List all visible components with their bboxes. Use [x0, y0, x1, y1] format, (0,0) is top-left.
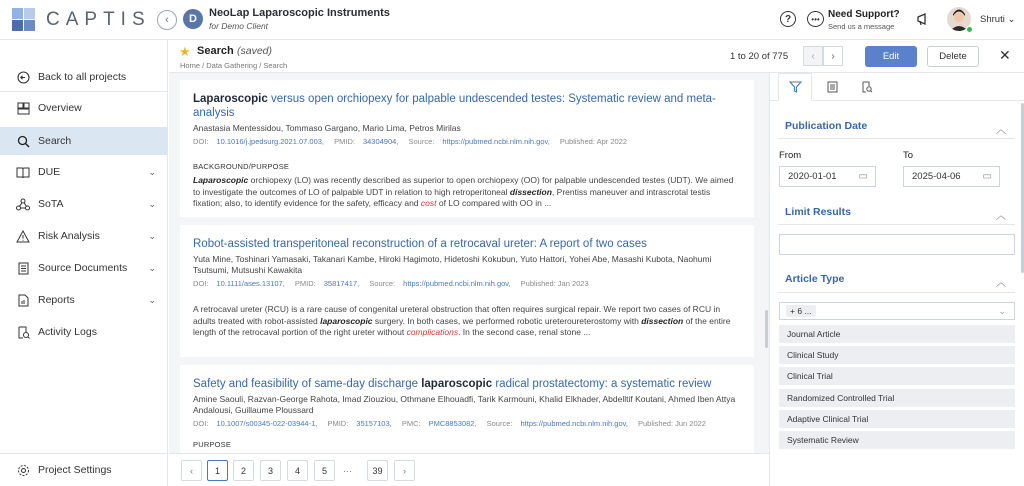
project-settings-label: Project Settings [38, 464, 112, 476]
chevron-up-icon[interactable]: ︿ [996, 211, 1006, 222]
sidebar-item-label: DUE [38, 166, 61, 178]
pmc-link[interactable]: PMC8853082, [428, 419, 477, 428]
calendar-icon[interactable]: ▭ [858, 171, 868, 182]
doi-label: DOI: [193, 279, 209, 288]
sidebar-item-label: Reports [38, 294, 75, 306]
page-button-1[interactable]: 1 [207, 460, 228, 481]
collapse-sidebar-button[interactable] [157, 10, 177, 30]
abstract-text: orchiopexy (LO) was recently described as superior to open orchiopexy (OO) for palpable undescended testes (UDT). We aimed to investigate the outcomes of LO of palpable UDT in relation to high retroperitoneal [193, 175, 734, 197]
support-subtitle[interactable]: Send us a message [828, 22, 895, 31]
published-date: Published: Jun 2022 [638, 419, 706, 428]
section-divider [778, 292, 1015, 293]
sidebar-divider [0, 91, 168, 92]
abstract-text: . In the second case, renal stone ... [458, 327, 591, 337]
result-meta [193, 137, 741, 146]
user-menu[interactable] [980, 14, 1015, 25]
title-text: radical prostatectomy: a systematic review [492, 378, 712, 390]
tab-saved-search[interactable] [850, 73, 884, 101]
chevron-down-icon: ⌄ [148, 166, 156, 177]
result-card[interactable] [180, 80, 754, 217]
pmid-label: PMID: [334, 137, 355, 146]
doi-label: DOI: [193, 419, 209, 428]
sidebar-item-label: Source Documents [38, 262, 128, 274]
pmid-link[interactable]: 35157103, [356, 419, 392, 428]
page-button-5[interactable]: 5 [314, 460, 335, 481]
chevron-up-icon[interactable]: ︿ [996, 125, 1006, 136]
source-label: Source: [486, 419, 513, 428]
title-highlight: laparoscopic [421, 378, 493, 390]
next-page-button[interactable] [823, 46, 843, 66]
highlight-term: dissection [509, 186, 552, 197]
chevron-down-icon: ⌄ [148, 294, 156, 305]
pmid-label: PMID: [327, 419, 349, 428]
overview-icon [16, 101, 30, 115]
document-search-icon [861, 81, 873, 93]
pmid-link[interactable]: 35817417, [323, 279, 360, 288]
chevron-down-icon: ⌄ [1007, 14, 1016, 25]
sidebar-item-overview[interactable] [0, 94, 168, 122]
pmid-link[interactable]: 34304904, [362, 137, 399, 146]
chevron-down-icon: ⌄ [148, 262, 156, 273]
chevron-left-icon: ‹ [165, 14, 169, 26]
chat-support-icon[interactable]: ••• [807, 11, 824, 27]
results-scrollbar[interactable] [765, 310, 768, 348]
abstract-text: A retrocaval ureter (RCU) is a rare cause of congenital ureteral obstruction that often requires surgical repair. We report two cases of RCU in adults treated with robot-assisted [193, 304, 721, 326]
highlight-term: cost [420, 198, 437, 208]
chevron-right-icon: › [831, 50, 835, 62]
result-authors: Amine Saouli, Razvan-George Rahota, Imad Ziouziou, Othmane Elhouadfi, Tarik Karmouni, Khalid Elkhader, Abdelltif Koutani, Ahmed Iben Attya Andalousi, Guillaume Ploussard [193, 394, 736, 415]
back-label: Back to all projects [38, 71, 127, 83]
warning-icon [16, 229, 30, 243]
chevron-left-icon: ‹ [811, 50, 815, 62]
chevron-left-icon: ‹ [190, 465, 193, 476]
gear-icon [16, 463, 30, 477]
results-list [169, 73, 769, 453]
project-avatar[interactable]: D [183, 9, 203, 29]
result-meta [193, 279, 741, 288]
abstract-text: , Prentiss maneuver and intrascrotal testis fixation; also, to identify evidence for the safety, efficacy and [193, 186, 711, 208]
to-date-input[interactable] [903, 166, 1000, 187]
article-type-title[interactable]: Article Type [785, 273, 845, 285]
megaphone-icon[interactable] [916, 12, 930, 26]
network-icon [16, 197, 30, 211]
close-icon[interactable]: ✕ [999, 47, 1011, 63]
source-link[interactable]: https://pubmed.ncbi.nlm.nih.gov, [520, 419, 628, 428]
publication-date-title[interactable]: Publication Date [785, 120, 868, 132]
abstract-section-label: PURPOSE [193, 440, 232, 449]
tab-details[interactable] [815, 73, 849, 101]
article-type-option[interactable]: Journal Article [779, 325, 1015, 343]
support-title[interactable]: Need Support? [828, 9, 900, 20]
article-type-option[interactable]: Randomized Controlled Trial [779, 389, 1015, 407]
article-type-option[interactable]: Clinical Study [779, 346, 1015, 364]
list-document-icon [827, 81, 838, 93]
chevron-up-icon[interactable]: ︿ [996, 278, 1006, 289]
previous-page-button[interactable] [803, 46, 823, 66]
doi-label: DOI: [193, 137, 209, 146]
highlight-term: complications [406, 327, 459, 337]
project-name[interactable]: NeoLap Laparoscopic Instruments [209, 7, 390, 19]
source-label: Source: [369, 279, 396, 288]
arrow-left-circle-icon [16, 70, 30, 84]
back-to-projects-link[interactable] [0, 64, 168, 90]
pmid-label: PMID: [294, 279, 316, 288]
delete-button[interactable]: Delete [927, 46, 979, 67]
saved-status: (saved) [237, 45, 273, 57]
page-button-4[interactable]: 4 [287, 460, 308, 481]
highlight-term: dissection [641, 315, 684, 326]
project-settings-link[interactable] [0, 456, 168, 484]
result-meta [193, 419, 741, 428]
search-icon [16, 134, 30, 148]
previous-page-button[interactable] [181, 460, 202, 481]
sidebar-item-activity-logs[interactable] [0, 318, 168, 346]
title-text: versus open orchiopexy for palpable undescended testes: Systematic review and meta-analysis [193, 93, 716, 119]
result-card[interactable] [180, 225, 754, 357]
abstract-text: of the entire length of the retrocaval portion of the right ureter without [193, 315, 731, 337]
activity-log-icon [16, 325, 30, 339]
doi-link[interactable]: 10.1007/s00345-022-03944-1, [216, 419, 318, 428]
page-button-last[interactable]: 39 [367, 460, 388, 481]
sidebar-item-label: Risk Analysis [38, 230, 100, 242]
article-type-option[interactable]: Adaptive Clinical Trial [779, 410, 1015, 428]
to-label: To [903, 150, 914, 161]
from-date-input[interactable] [779, 166, 876, 187]
chevron-down-icon: ⌄ [148, 230, 156, 241]
document-icon [16, 261, 30, 275]
result-title[interactable] [193, 92, 741, 120]
filter-icon [789, 81, 802, 93]
sidebar-item-due[interactable] [0, 158, 168, 186]
section-divider [778, 224, 1015, 225]
result-card[interactable] [180, 365, 754, 453]
result-title[interactable] [193, 377, 741, 391]
published-date: Published: Apr 2022 [559, 137, 628, 146]
calendar-icon[interactable]: ▭ [982, 171, 992, 182]
sidebar [0, 40, 168, 486]
breadcrumb[interactable]: Home / Data Gathering / Search [180, 61, 288, 70]
limit-results-input[interactable] [779, 234, 1015, 255]
source-label: Source: [408, 137, 435, 146]
sidebar-item-sota[interactable] [0, 190, 168, 218]
logo-text: CAPTIS [46, 9, 151, 30]
filter-panel [769, 73, 1024, 486]
published-date: Published: Jan 2023 [520, 279, 589, 288]
from-date-value: 2020-01-01 [788, 171, 837, 182]
chevron-right-icon: › [403, 465, 406, 476]
chevron-down-icon[interactable]: ⌄ [998, 306, 1006, 316]
from-label: From [779, 150, 802, 161]
highlight-term: Laparoscopic [193, 175, 249, 185]
logo-mark-icon [12, 8, 36, 32]
user-name: Shruti [980, 14, 1005, 25]
result-authors: Yuta Mine, Toshinari Yamasaki, Takanari Kambe, Hiroki Hagimoto, Hidetoshi Kokubun, Yuto Hattori, Yohei Abe, Masashi Kubota, Naohumi Tsutsumi, Mutsushi Kawakita [193, 254, 712, 275]
results-range: 1 to 20 of 775 [730, 51, 789, 62]
page-button-2[interactable]: 2 [233, 460, 254, 481]
section-divider [778, 138, 1015, 139]
source-link[interactable]: https://pubmed.ncbi.nlm.nih.gov, [442, 137, 550, 146]
sidebar-item-reports[interactable] [0, 286, 168, 314]
result-authors: Anastasia Mentessidou, Tommaso Gargano, Mario Lima, Petros Mirilas [193, 123, 461, 133]
filter-tabs [770, 73, 1024, 101]
highlight-term: laparoscopic [320, 315, 373, 326]
result-abstract [193, 175, 741, 210]
sidebar-divider [0, 453, 168, 454]
sidebar-item-label: Search [38, 135, 72, 147]
help-icon[interactable]: ? [780, 11, 796, 27]
doi-link[interactable]: 10.1016/j.jpedsurg.2021.07.003, [216, 137, 325, 146]
result-abstract [193, 304, 741, 339]
sidebar-item-label: Activity Logs [38, 326, 97, 338]
abstract-text: of LO compared with OO in ... [436, 198, 552, 208]
sidebar-item-source-documents[interactable] [0, 254, 168, 282]
source-link[interactable]: https://pubmed.ncbi.nlm.nih.gov, [403, 279, 511, 288]
sidebar-item-label: SoTA [38, 198, 64, 210]
captis-logo[interactable] [12, 8, 151, 32]
chevron-down-icon: ⌄ [148, 198, 156, 209]
search-title: Search [197, 45, 234, 57]
book-icon [16, 165, 30, 179]
top-bar [0, 0, 1024, 40]
result-title[interactable]: Robot-assisted transperitoneal reconstruction of a retrocaval ureter: A report of two cases [193, 238, 647, 250]
search-header [169, 40, 1024, 73]
abstract-text: surgery. In both cases, we performed robotic ureteroureterostomy with [372, 315, 642, 326]
title-highlight: Laparoscopic [193, 93, 268, 105]
sidebar-item-label: Overview [38, 102, 82, 114]
pmc-label: PMC: [401, 419, 421, 428]
abstract-section-label: BACKGROUND/PURPOSE [193, 162, 290, 171]
edit-button[interactable]: Edit [865, 46, 917, 67]
project-client: for Demo Client [209, 21, 269, 31]
doi-link[interactable]: 10.1111/ases.13107, [216, 279, 285, 288]
tab-filters[interactable] [778, 73, 812, 101]
sidebar-item-search[interactable] [0, 127, 168, 155]
article-type-option[interactable]: Systematic Review [779, 431, 1015, 449]
article-type-option[interactable]: Clinical Trial [779, 367, 1015, 385]
online-status-dot [966, 26, 973, 33]
next-page-button[interactable] [394, 460, 415, 481]
sidebar-item-risk-analysis[interactable] [0, 222, 168, 250]
page-button-3[interactable]: 3 [260, 460, 281, 481]
star-icon[interactable]: ★ [179, 44, 191, 59]
pagination-bar [169, 453, 769, 486]
article-type-select[interactable] [779, 302, 1015, 320]
title-text: Safety and feasibility of same-day discharge [193, 378, 422, 390]
report-icon [16, 293, 30, 307]
limit-results-title[interactable]: Limit Results [785, 206, 851, 218]
to-date-value: 2025-04-06 [912, 171, 961, 182]
selected-count-tag[interactable]: + 6 ... [786, 305, 816, 317]
pagination-ellipsis: ··· [343, 466, 352, 476]
